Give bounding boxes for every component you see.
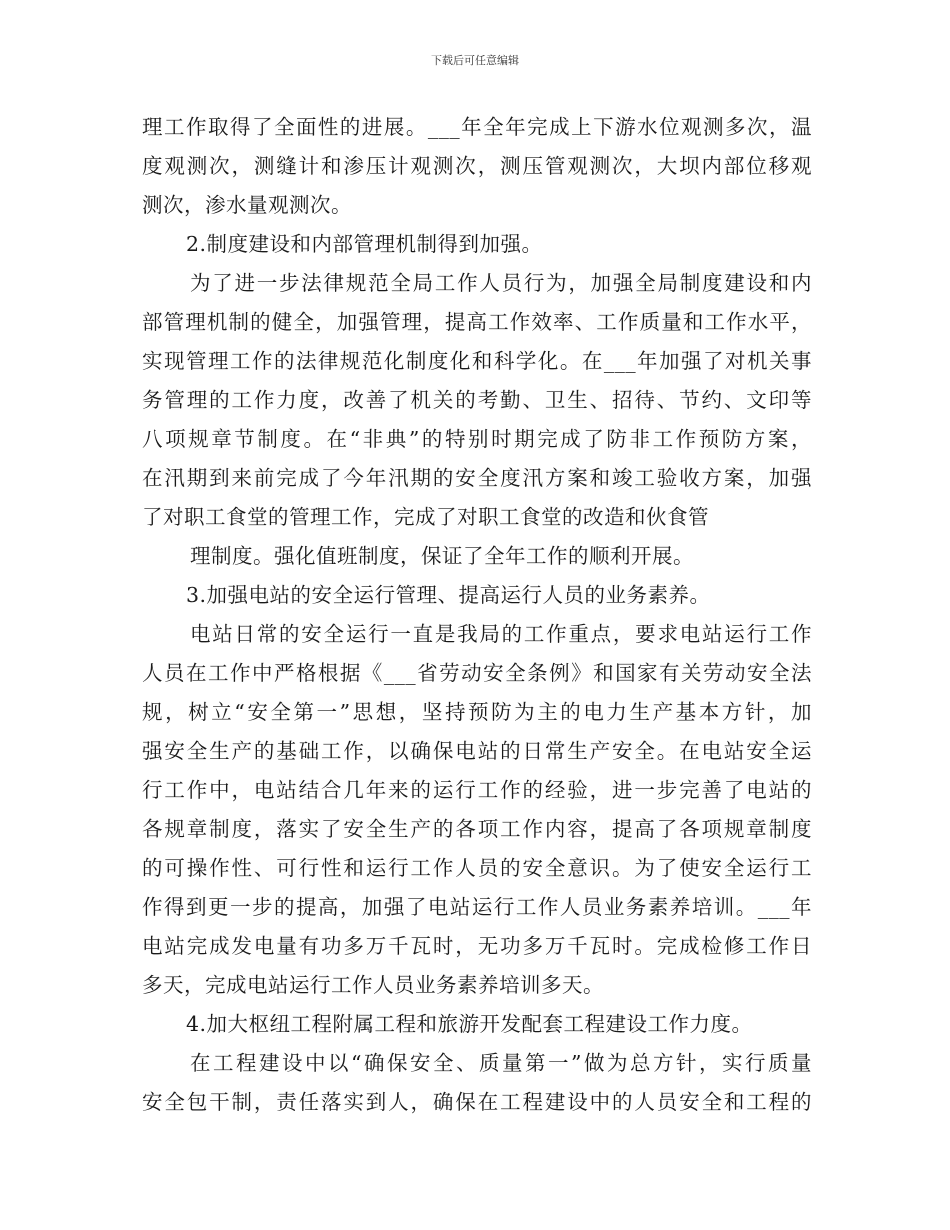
text-line: 在工程建设中以“确保安全、质量第一”做为总方针，实行质量 bbox=[190, 1051, 812, 1075]
text-line: 务管理的工作力度，改善了机关的考勤、卫生、招待、节约、文印等 bbox=[142, 388, 812, 412]
section-heading: 2.制度建设和内部管理机制得到加强。 bbox=[186, 232, 543, 256]
text-line: 多天，完成电站运行工作人员业务素养培训多天。 bbox=[142, 973, 604, 997]
text-line: 度观测次，测缝计和渗压计观测次，测压管观测次，大坝内部位移观 bbox=[142, 154, 812, 178]
text-line: 电站完成发电量有功多万千瓦时，无功多万千瓦时。完成检修工作日 bbox=[142, 934, 812, 958]
text-line: 安全包干制，责任落实到人，确保在工程建设中的人员安全和工程的 bbox=[142, 1090, 812, 1114]
text-line: 了对职工食堂的管理工作，完成了对职工食堂的改造和伙食管 bbox=[142, 505, 709, 529]
text-line: 在汛期到来前完成了今年汛期的安全度汛方案和竣工验收方案，加强 bbox=[142, 466, 812, 490]
text-line: 理制度。强化值班制度，保证了全年工作的顺利开展。 bbox=[190, 544, 694, 568]
text-line: 规，树立“安全第一”思想，坚持预防为主的电力生产基本方针，加 bbox=[142, 700, 812, 724]
document-body bbox=[142, 108, 812, 1122]
text-line: 八项规章节制度。在“非典”的特别时期完成了防非工作预防方案， bbox=[142, 427, 812, 451]
text-line: 人员在工作中严格根据《___省劳动安全条例》和国家有关劳动安全法 bbox=[142, 661, 812, 685]
section-heading: 4.加大枢纽工程附属工程和旅游开发配套工程建设工作力度。 bbox=[186, 1012, 753, 1036]
text-line: 电站日常的安全运行一直是我局的工作重点，要求电站运行工作 bbox=[190, 622, 812, 646]
text-line: 各规章制度，落实了安全生产的各项工作内容，提高了各项规章制度 bbox=[142, 817, 812, 841]
text-line: 强安全生产的基础工作，以确保电站的日常生产安全。在电站安全运 bbox=[142, 739, 812, 763]
text-line: 实现管理工作的法律规范化制度化和科学化。在___年加强了对机关事 bbox=[142, 349, 812, 373]
section-heading: 3.加强电站的安全运行管理、提高运行人员的业务素养。 bbox=[186, 583, 711, 607]
page-header: 下载后可任意编辑 bbox=[431, 54, 519, 67]
text-line: 的可操作性、可行性和运行工作人员的安全意识。为了使安全运行工 bbox=[142, 856, 812, 880]
text-line: 理工作取得了全面性的进展。___年全年完成上下游水位观测多次，温 bbox=[142, 115, 812, 139]
text-line: 部管理机制的健全，加强管理，提高工作效率、工作质量和工作水平， bbox=[142, 310, 812, 334]
text-line: 为了进一步法律规范全局工作人员行为，加强全局制度建设和内 bbox=[190, 271, 812, 295]
text-line: 作得到更一步的提高，加强了电站运行工作人员业务素养培训。___年 bbox=[142, 895, 812, 919]
text-line: 测次，渗水量观测次。 bbox=[142, 193, 352, 217]
text-line: 行工作中，电站结合几年来的运行工作的经验，进一步完善了电站的 bbox=[142, 778, 812, 802]
